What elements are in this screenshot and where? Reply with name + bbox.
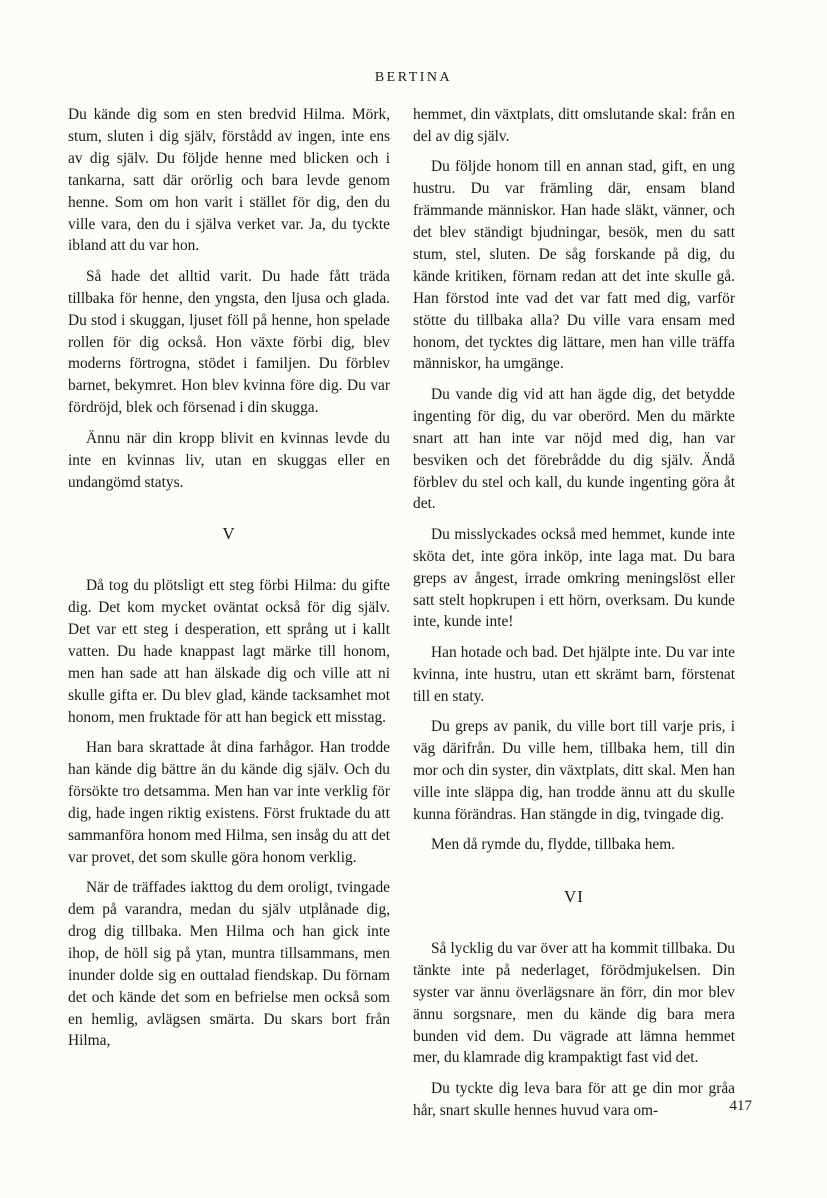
page-number: 417 bbox=[729, 1098, 752, 1114]
paragraph: Du vande dig vid att han ägde dig, det betydde ingenting för dig, du var oberörd. Men du märkte snart att han inte var nöjd med dig, han var besviken och det förebrådde du dig själv. Ändå förblev du stel och kall, du kunde ingenting göra åt det. bbox=[413, 385, 735, 513]
right-column bbox=[413, 104, 735, 1130]
paragraph: Du kände dig som en sten bredvid Hilma. Mörk, stum, sluten i dig själv, förstådd av ingen, inte ens av dig själv. Du följde henne med blicken och i tankarna, satt där orörlig och bara levde genom henne. Som om hon varit i stället för dig, den du ville vara, den du i själva verket var. Ja, du tyckte ibland att du var hon. bbox=[68, 106, 390, 255]
paragraph: Han hotade och bad. Det hjälpte inte. Du var inte kvinna, inte hustru, utan ett skrämt barn, förstenat till en staty. bbox=[413, 643, 735, 705]
paragraph: Då tog du plötsligt ett steg förbi Hilma: du gifte dig. Det kom mycket oväntat också för dig själv. Det var ett steg i desperation, ett språng ut i kallt vatten. Du hade knappast lagt märke till honom, men han sade att han älskade dig och ville att ni skulle gifta er. Du blev glad, kände tacksamhet mot honom, men fruktade för att han begick ett misstag. bbox=[68, 577, 390, 726]
paragraph: Så hade det alltid varit. Du hade fått träda tillbaka för henne, den yngsta, den ljusa och glada. Du stod i skuggan, ljuset föll på henne, hon spelade rollen för dig också. Hon växte förbi dig, blev moderns förtrogna, stödet i familjen. Du förblev barnet, bekymret. Hon blev kvinna före dig. Du var fördröjd, blek och försenad i din skugga. bbox=[68, 267, 390, 417]
paragraph: Du följde honom till en annan stad, gift, en ung hustru. Du var främling där, ensam bland främmande människor. Han hade släkt, vänner, och det blev ständigt bjudningar, besök, men du satt stum, stel, sluten. De såg forskande på dig, du kände kritiken, förnam redan att det inte skulle gå. Han förstod inte vad det var fatt med dig, varför stötte du tillbaka alla? Du ville vara ensam med honom, det tycktes dig lättare, men han ville träffa människor, ha umgänge. bbox=[413, 158, 735, 373]
paragraph: Så lycklig du var över att ha kommit tillbaka. Du tänkte inte på nederlaget, förödmjukelsen. Din syster var ännu överlägsnare än förr, din mor blev ännu sorgsnare, men du kände dig bara mera bunden vid dem. Du vägrade att lämna hemmet mer, du klamrade dig krampaktigt fast vid det. bbox=[413, 939, 735, 1067]
left-column bbox=[68, 104, 390, 1061]
paragraph: Han bara skrattade åt dina farhågor. Han trodde han kände dig bättre än du kände dig själv. Och du försökte tro detsamma. Men han var inte verklig för dig, hade ingen riktig existens. Först fruktade du att sammanföra honom med Hilma, sen insåg du att det var provet, det som skulle göra honom verklig. bbox=[68, 739, 390, 866]
paragraph: När de träffades iakttog du dem oroligt, tvingade dem på varandra, medan du själv utplånade dig, drog dig tillbaka. Men Hilma och han gick inte ihop, de höll sig på ytan, muntra tillsammans, men inunder dolde sig en outtalad fiendskap. Du förnam det och kände det som en befrielse men också som en hemlig, avlägsen smärta. Du skars bort från Hilma, bbox=[68, 879, 390, 1050]
section-heading-v: V bbox=[222, 524, 236, 544]
section-heading-vi: VI bbox=[564, 887, 584, 906]
paragraph: Men då rymde du, flydde, tillbaka hem. bbox=[431, 836, 676, 854]
paragraph: Ännu när din kropp blivit en kvinnas levde du inte en kvinnas liv, utan en skuggas eller en undangömd statys. bbox=[68, 429, 390, 491]
running-head: BERTINA bbox=[374, 70, 453, 85]
paragraph: Du greps av panik, du ville bort till varje pris, i väg därifrån. Du ville hem, tillbaka hem, till din mor och din syster, din växtplats, ditt skal. Men han ville inte släppa dig, han trodde ännu att du skulle kunna förändras. Han stängde in dig, tvingade dig. bbox=[413, 718, 735, 823]
paragraph: Du tyckte dig leva bara för att ge din mor gråa hår, snart skulle hennes huvud vara om- bbox=[413, 1079, 735, 1119]
paragraph: hemmet, din växtplats, ditt omslutande skal: från en del av dig själv. bbox=[413, 106, 735, 145]
paragraph: Du misslyckades också med hemmet, kunde inte sköta det, inte göra inköp, inte laga mat. Du bara greps av ångest, irrade omkring meningslöst eller satt stelt hopkrupen i ett hörn, overksam. Du kunde inte, kunde inte! bbox=[413, 525, 735, 631]
